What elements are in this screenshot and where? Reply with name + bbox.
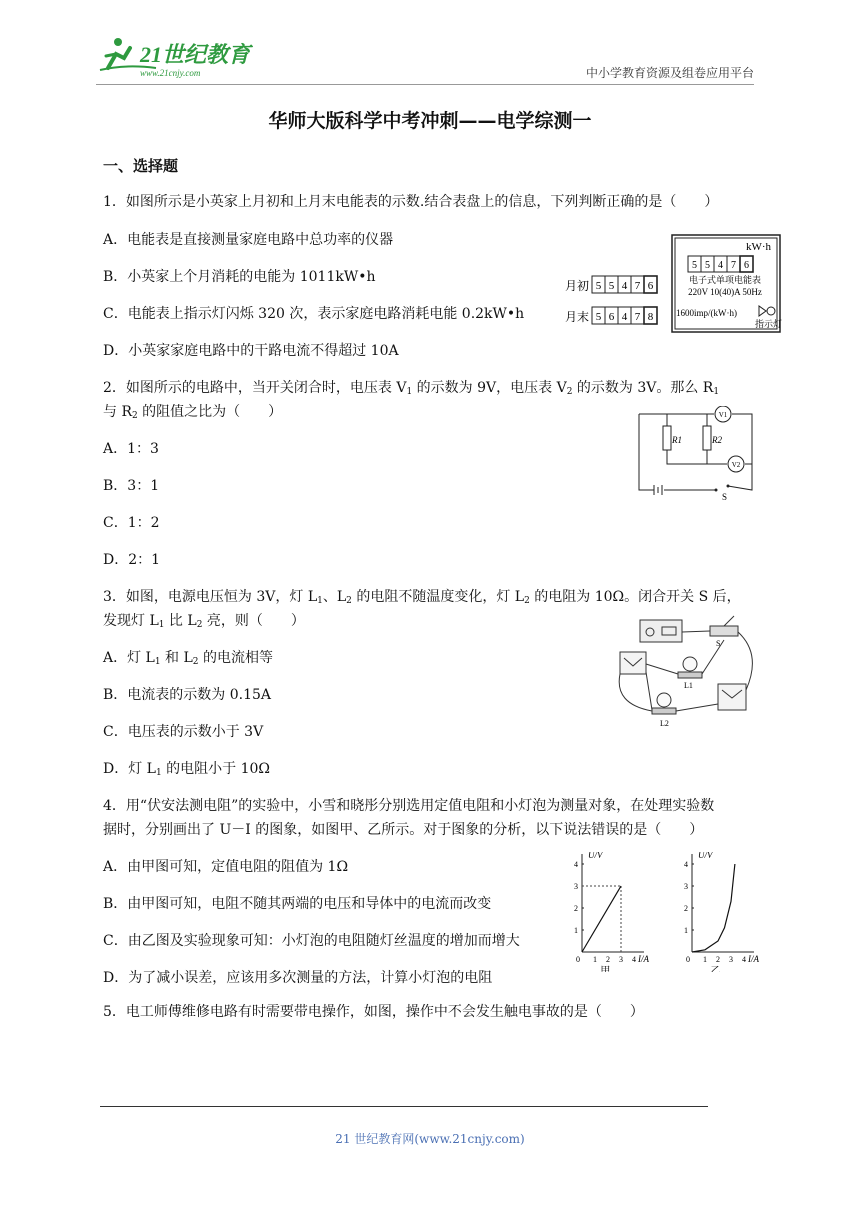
q4-option-b: B．由甲图可知，电阻不随其两端的电压和导体中的电流而改变 — [103, 896, 492, 912]
sub-1: 1 — [713, 387, 720, 397]
q3-circuit-photo — [612, 614, 762, 732]
q3-d-part: D．灯 L — [103, 761, 156, 777]
v2-label: V2 — [731, 461, 741, 469]
y-tick-label: 2 — [574, 904, 578, 913]
bulb-l2-icon — [657, 693, 671, 707]
header-rule — [96, 84, 754, 85]
x-tick-label: 2 — [606, 955, 610, 964]
q1-option-b: B．小英家上个月消耗的电能为 1011kW•h — [103, 269, 376, 285]
y-axis-label: U/V — [588, 852, 603, 860]
meter-panel-digits — [688, 256, 753, 272]
month-end-label: 月末 — [565, 310, 590, 324]
logo-url: www.21cnjy.com — [140, 68, 201, 78]
x-tick-label: 1 — [703, 955, 707, 964]
q3-stem-part: 亮，则（ ） — [202, 613, 305, 629]
digit-value: 5 — [705, 260, 710, 271]
x-axis-label: I/A — [748, 954, 759, 964]
sub-1: 1 — [155, 768, 162, 778]
q3-a-part: A．灯 L — [103, 650, 155, 666]
q4-option-d: D．为了减小误差，应该用多次测量的方法，计算小灯泡的电阻 — [103, 970, 493, 986]
x-tick-label: 0 — [576, 955, 580, 964]
q3-a-part: 的电流相等 — [198, 650, 273, 666]
indicator-lamp-icon — [759, 306, 775, 316]
y-axis-label: U/V — [698, 852, 713, 860]
resistor-r1 — [663, 426, 671, 450]
q4-option-c: C．由乙图及实验现象可知：小灯泡的电阻随灯丝温度的增加而增大 — [103, 933, 520, 949]
q3-stem-line1 — [103, 588, 741, 610]
q3-a-part: 和 L — [160, 650, 193, 666]
meter-unit: kW·h — [745, 241, 771, 253]
q2-option-d: D．2：1 — [103, 552, 161, 568]
sub-1: 1 — [406, 387, 413, 397]
month-start-digits — [592, 276, 657, 293]
digit-value: 4 — [621, 280, 628, 292]
sub-1: 1 — [158, 620, 165, 630]
digit-value: 6 — [744, 260, 749, 271]
digit-value: 8 — [647, 311, 654, 323]
voltmeter-icon — [620, 652, 646, 674]
y-tick-label: 1 — [684, 926, 688, 935]
v1-label: V1 — [718, 411, 728, 419]
q4-option-a: A．由甲图可知，定值电阻的阻值为 1Ω — [103, 859, 349, 875]
x-tick-label: 1 — [593, 955, 597, 964]
q3-stem-part: 比 L — [164, 613, 197, 629]
q4-stem-line1: 4．用“伏安法测电阻”的实验中，小雪和晓彤分别选用定值电阻和小灯泡为测量对象，在处理实验数 — [103, 798, 715, 814]
bulb-l1-icon — [683, 657, 697, 671]
q5-stem: 5．电工师傅维修电路有时需要带电操作，如图，操作中不会发生触电事故的是（ ） — [103, 1004, 644, 1020]
q1-meter-figure — [563, 234, 783, 334]
q3-stem-part: 、L — [322, 589, 347, 605]
indicator-label: 指示灯 — [755, 319, 783, 329]
sub-1: 1 — [317, 596, 323, 606]
month-end-digits — [592, 307, 657, 324]
ammeter-icon — [718, 684, 746, 710]
q2-stem-part: 的示数为 9V，电压表 V — [412, 380, 567, 396]
x-tick-label: 3 — [729, 955, 733, 964]
q3-option-a — [103, 649, 273, 671]
q1-option-a: A．电能表是直接测量家庭电路中总功率的仪器 — [103, 232, 394, 248]
graph-name: 甲 — [600, 966, 611, 972]
q2-option-c: C．1：2 — [103, 515, 160, 531]
x-tick-label: 0 — [686, 955, 690, 964]
section-heading: 一、选择题 — [103, 157, 179, 175]
sub-2: 2 — [524, 596, 530, 606]
q2-stem-part: 的阻值之比为（ ） — [137, 404, 283, 420]
digit-value: 5 — [595, 311, 602, 323]
y-tick-label: 1 — [574, 926, 578, 935]
y-tick-label: 2 — [684, 904, 688, 913]
digit-value: 7 — [731, 260, 736, 271]
x-tick-label: 4 — [742, 955, 746, 964]
meter-spec: 220V 10(40)A 50Hz — [688, 287, 762, 297]
x-tick-label: 2 — [716, 955, 720, 964]
q2-circuit-figure — [634, 406, 758, 502]
digit-value: 7 — [634, 280, 641, 292]
q1-stem: 1．如图所示是小英家上月初和上月末电能表的示数.结合表盘上的信息，下列判断正确的是（ ） — [103, 194, 719, 210]
series-curve-yi — [692, 864, 735, 952]
meter-imp: 1600imp/(kW·h) — [676, 308, 737, 318]
switch-icon — [710, 626, 738, 636]
footer-rule — [100, 1106, 708, 1107]
digit-value: 5 — [692, 260, 697, 271]
x-axis-label: I/A — [638, 954, 649, 964]
digit-value: 5 — [595, 280, 602, 292]
q2-stem-part: 与 R — [103, 404, 132, 420]
r1-label: R1 — [672, 435, 682, 445]
q2-stem-line1 — [103, 379, 719, 401]
q2-option-b: B．3：1 — [103, 478, 160, 494]
q1-option-d: D．小英家家庭电路中的干路电流不得超过 10A — [103, 343, 399, 359]
q2-stem-line2 — [103, 403, 282, 425]
digit-value: 4 — [718, 260, 723, 271]
q3-stem-part: 发现灯 L — [103, 613, 159, 629]
digit-value: 4 — [621, 311, 628, 323]
sub-1: 1 — [154, 657, 161, 667]
header-platform-text: 中小学教育资源及组卷应用平台 — [585, 66, 754, 80]
q3-option-c: C．电压表的示数小于 3V — [103, 724, 264, 740]
q2-option-a: A．1：3 — [103, 441, 159, 457]
q3-stem-part: 的电阻为 10Ω。闭合开关 S 后， — [529, 589, 741, 605]
month-start-label: 月初 — [565, 279, 590, 293]
sub-2: 2 — [192, 657, 199, 667]
x-tick-label: 3 — [619, 955, 623, 964]
x-tick-label: 4 — [632, 955, 636, 964]
series-line-jia — [582, 886, 621, 952]
sub-2: 2 — [566, 387, 573, 397]
q2-stem-part: 的示数为 3V。那么 R — [572, 380, 714, 396]
digit-value: 6 — [608, 311, 615, 323]
q3-option-d — [103, 760, 270, 782]
battery-icon — [654, 485, 662, 495]
q4-graphs — [570, 852, 790, 972]
page-title: 华师大版科学中考冲刺——电学综测一 — [268, 110, 592, 132]
photo-switch-label: S — [716, 639, 721, 648]
q1-option-c: C．电能表上指示灯闪烁 320 次，表示家庭电路消耗电能 0.2kW•h — [103, 306, 525, 322]
r2-label: R2 — [712, 435, 722, 445]
y-tick-label: 4 — [574, 860, 578, 869]
y-tick-label: 3 — [574, 882, 578, 891]
digit-value: 6 — [647, 280, 654, 292]
q3-stem-part: 的电阻不随温度变化，灯 L — [351, 589, 525, 605]
q4-stem-line2: 据时，分别画出了 U－I 的图象，如图甲、乙所示。对于图象的分析，以下说法错误的是（ ） — [103, 822, 704, 838]
y-tick-label: 3 — [684, 882, 688, 891]
logo-text: 21世纪教育 — [140, 42, 251, 67]
switch-label: S — [722, 492, 728, 502]
site-logo — [96, 34, 266, 80]
q3-stem-line2 — [103, 612, 305, 634]
sub-2: 2 — [132, 411, 138, 421]
q3-option-b: B．电流表的示数为 0.15A — [103, 687, 272, 703]
q2-stem-part: 2．如图所示的电路中，当开关闭合时，电压表 V — [103, 380, 407, 396]
photo-l1-label: L1 — [684, 681, 693, 690]
graph-name: 乙 — [710, 966, 721, 972]
footer-text: 21 世纪教育网(www.21cnjy.com) — [335, 1132, 525, 1146]
q3-d-part: 的电阻小于 10Ω — [161, 761, 271, 777]
meter-name: 电子式单项电能表 — [688, 275, 762, 285]
photo-l2-label: L2 — [660, 719, 669, 728]
resistor-r2 — [703, 426, 711, 450]
sub-2: 2 — [196, 620, 203, 630]
sub-2: 2 — [346, 596, 352, 606]
q3-stem-part: 3．如图，电源电压恒为 3V，灯 L — [103, 589, 318, 605]
digit-value: 7 — [634, 311, 641, 323]
y-tick-label: 4 — [684, 860, 688, 869]
digit-value: 5 — [608, 280, 615, 292]
